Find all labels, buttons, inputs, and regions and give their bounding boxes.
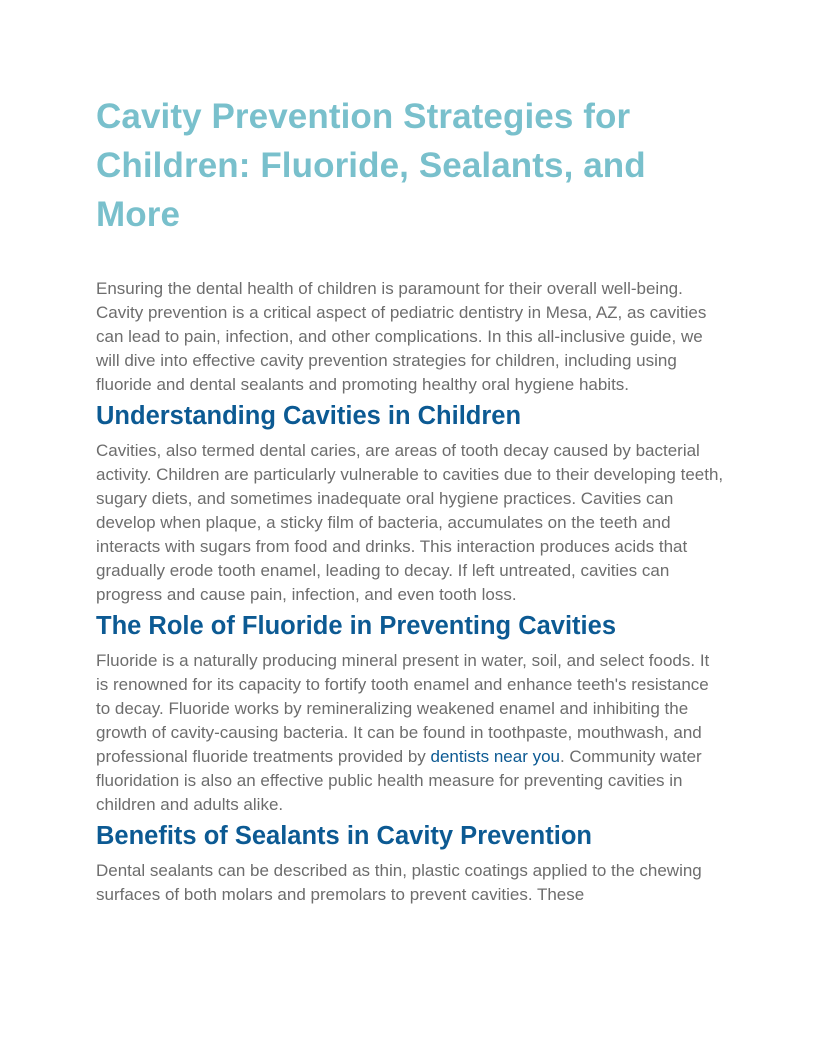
section-heading-understanding-cavities: Understanding Cavities in Children (96, 402, 522, 430)
section-heading-sealants: Benefits of Sealants in Cavity Prevention (96, 822, 592, 850)
fluoride-text-before-link: Fluoride is a naturally producing mineral present in water, soil, and select foods. It is renowned for its capacity to fortify tooth enamel and enhance teeth's resistance to decay. Fluoride works by remineralizing weakened enamel and inhibiting the growth of cavity-causing bacteria. It can be found in toothpaste, mouthwash, and professional fluoride treatments provided by (96, 651, 710, 766)
document-title: Cavity Prevention Strategies for Children: Fluoride, Sealants, and More (96, 97, 646, 234)
document-page (96, 92, 726, 907)
intro-paragraph: Ensuring the dental health of children is paramount for their overall well-being. Cavity prevention is a critical aspect of pediatric dentistry in Mesa, AZ, as cavities can lead to pain, infection, and other complications. In this all-inclusive guide, we will dive into effective cavity prevention strategies for children, including using fluoride and dental sealants and promoting healthy oral hygiene habits. (96, 279, 707, 394)
fluoride-text-after-link: . Community water fluoridation is also an effective public health measure for preventing cavities in children and adults alike. (96, 747, 702, 814)
section-body-sealants: Dental sealants can be described as thin, plastic coatings applied to the chewing surfaces of both molars and premolars to prevent cavities. These (96, 861, 702, 904)
section-body-understanding-cavities: Cavities, also termed dental caries, are areas of tooth decay caused by bacterial activity. Children are particularly vulnerable to cavities due to their developing teeth, sugary diets, and sometimes inadequate oral hygiene practices. Cavities can develop when plaque, a sticky film of bacteria, accumulates on the teeth and interacts with sugars from food and drinks. This interaction produces acids that gradually erode tooth enamel, leading to decay. If left untreated, cavities can progress and cause pain, infection, and even tooth loss. (96, 441, 724, 604)
dentists-near-you-link[interactable]: dentists near you (430, 747, 560, 766)
section-heading-fluoride: The Role of Fluoride in Preventing Cavities (96, 612, 616, 640)
section-body-fluoride (96, 649, 726, 817)
